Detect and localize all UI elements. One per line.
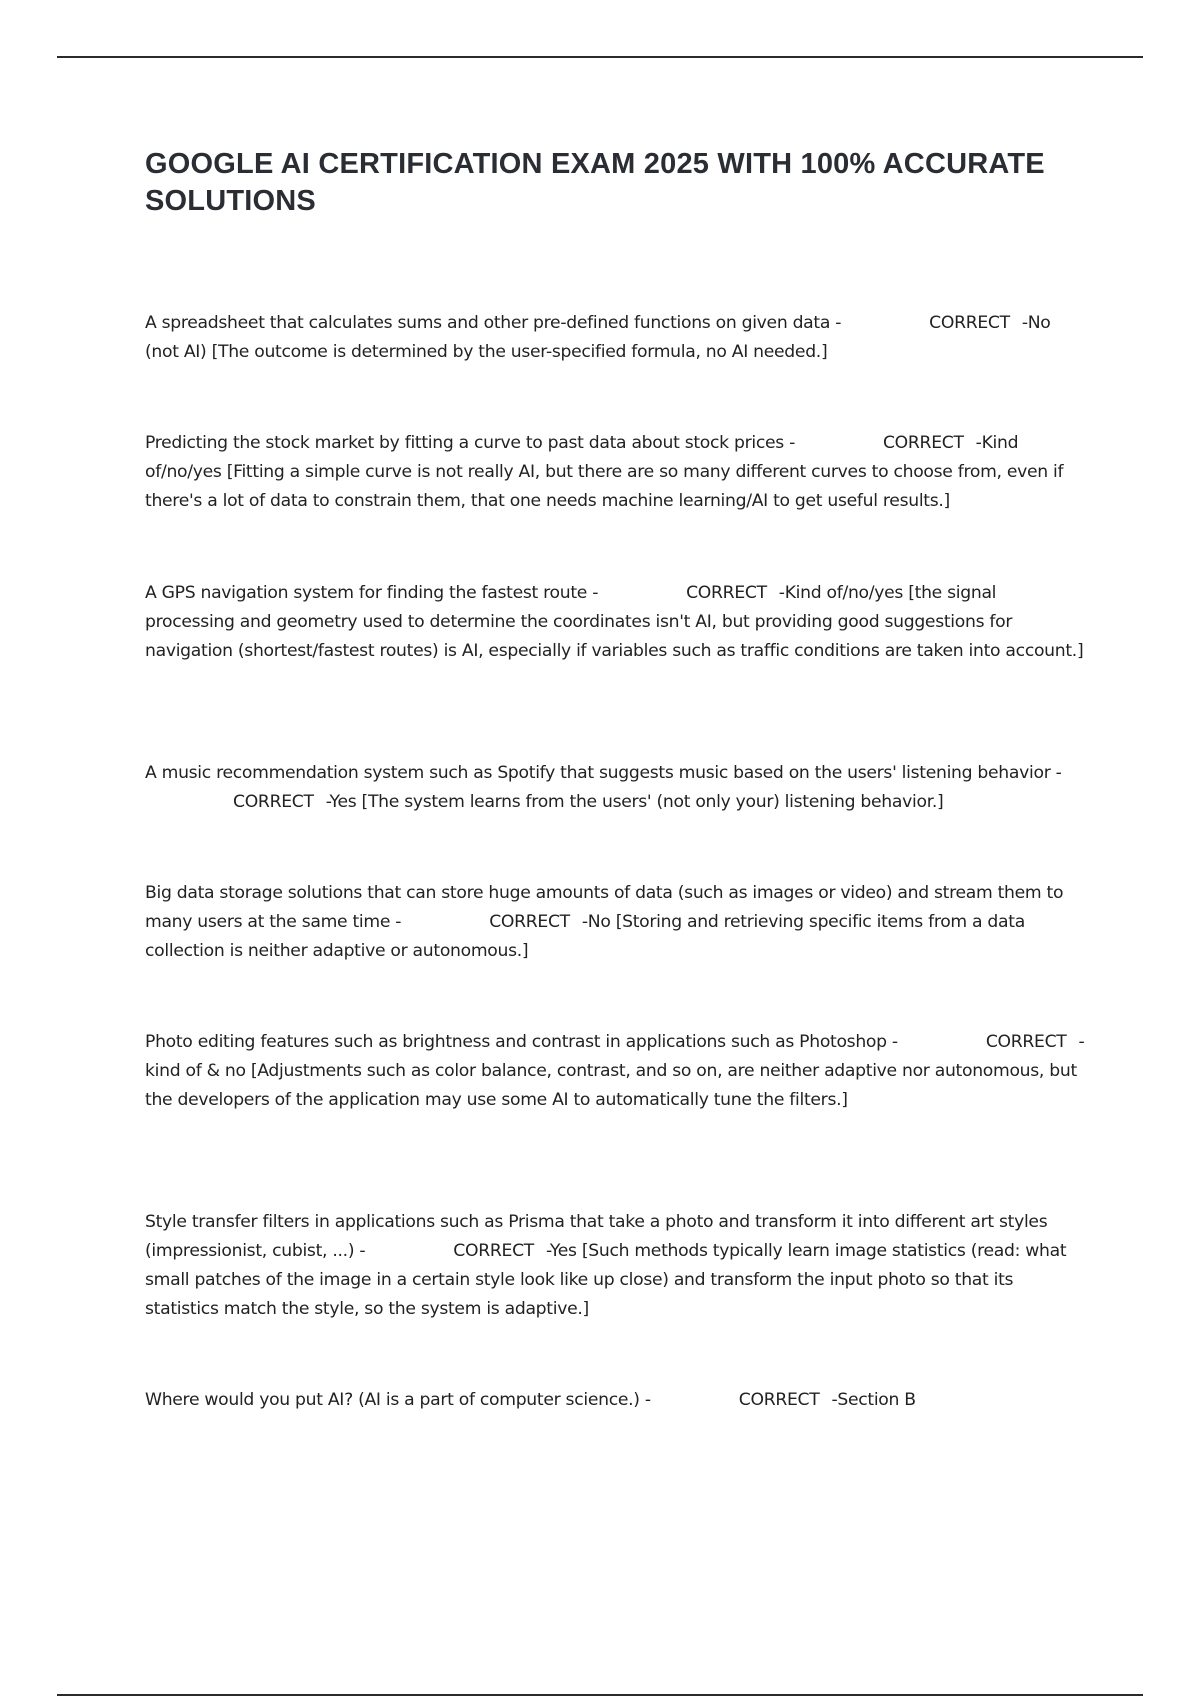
answer-text: -Yes [Such methods typically learn image statistics (read: what small patches of the image in a certain style look like up close) and transform the input photo so that its statistics match the style, so the system is adaptive.]	[145, 1241, 1067, 1319]
status-label: CORRECT	[985, 1032, 1067, 1052]
status-label: CORRECT	[686, 583, 767, 603]
status-label: CORRECT	[882, 433, 964, 453]
answer-text: -No (not AI) [The outcome is determined by the user-specified formula, no AI needed.]	[145, 313, 1051, 362]
answer-text: -kind of & no [Adjustments such as color balance, contrast, and so on, are neither adaptive nor autonomous, but the developers of the application may use some AI to automatically tune the filters.]	[145, 1032, 1085, 1110]
qa-item-4	[145, 759, 1087, 817]
qa-item-2	[145, 429, 1087, 516]
qa-item-8	[145, 1386, 1087, 1415]
question-text: A GPS navigation system for finding the fastest route -	[145, 583, 599, 603]
status-label: CORRECT	[489, 912, 570, 932]
qa-item-6	[145, 1028, 1087, 1115]
status-label: CORRECT	[233, 792, 314, 812]
question-text: A spreadsheet that calculates sums and other pre-defined functions on given data -	[145, 313, 842, 333]
qa-item-7	[145, 1208, 1087, 1324]
top-rule	[57, 56, 1143, 58]
document-title: GOOGLE AI CERTIFICATION EXAM 2025 WITH 100% ACCURATE SOLUTIONS	[145, 148, 1045, 217]
answer-text: -Kind of/no/yes [Fitting a simple curve is not really AI, but there are so many different curves to choose from, even if there's a lot of data to constrain them, that one needs machine learning/AI to get useful results.]	[145, 433, 1064, 511]
question-text: Photo editing features such as brightness and contrast in applications such as Photoshop -	[145, 1032, 898, 1052]
status-label: CORRECT	[453, 1241, 534, 1261]
qa-item-1	[145, 309, 1087, 367]
answer-text: -Section B	[831, 1390, 916, 1410]
qa-item-3	[145, 579, 1087, 666]
question-text: Big data storage solutions that can store huge amounts of data (such as images or video) and stream them to many users at the same time -	[145, 883, 1064, 932]
question-text: Where would you put AI? (AI is a part of computer science.) -	[145, 1390, 651, 1410]
status-label: CORRECT	[738, 1390, 820, 1410]
qa-item-5	[145, 879, 1087, 966]
bottom-rule	[57, 1694, 1143, 1696]
question-text: Style transfer filters in applications such as Prisma that take a photo and transform it into different art styles (impressionist, cubist, ...) -	[145, 1212, 1048, 1261]
answer-text: -No [Storing and retrieving specific items from a data collection is neither adaptive or autonomous.]	[145, 912, 1025, 961]
answer-text: -Yes [The system learns from the users' (not only your) listening behavior.]	[325, 792, 944, 812]
question-text: Predicting the stock market by fitting a curve to past data about stock prices -	[145, 433, 795, 453]
answer-text: -Kind of/no/yes [the signal processing and geometry used to determine the coordinates isn't AI, but providing good suggestions for navigation (shortest/fastest routes) is AI, especially if variables such as traffic conditions are taken into account.]	[145, 583, 1084, 661]
question-text: A music recommendation system such as Spotify that suggests music based on the users' listening behavior -	[145, 763, 1062, 783]
status-label: CORRECT	[929, 313, 1010, 333]
